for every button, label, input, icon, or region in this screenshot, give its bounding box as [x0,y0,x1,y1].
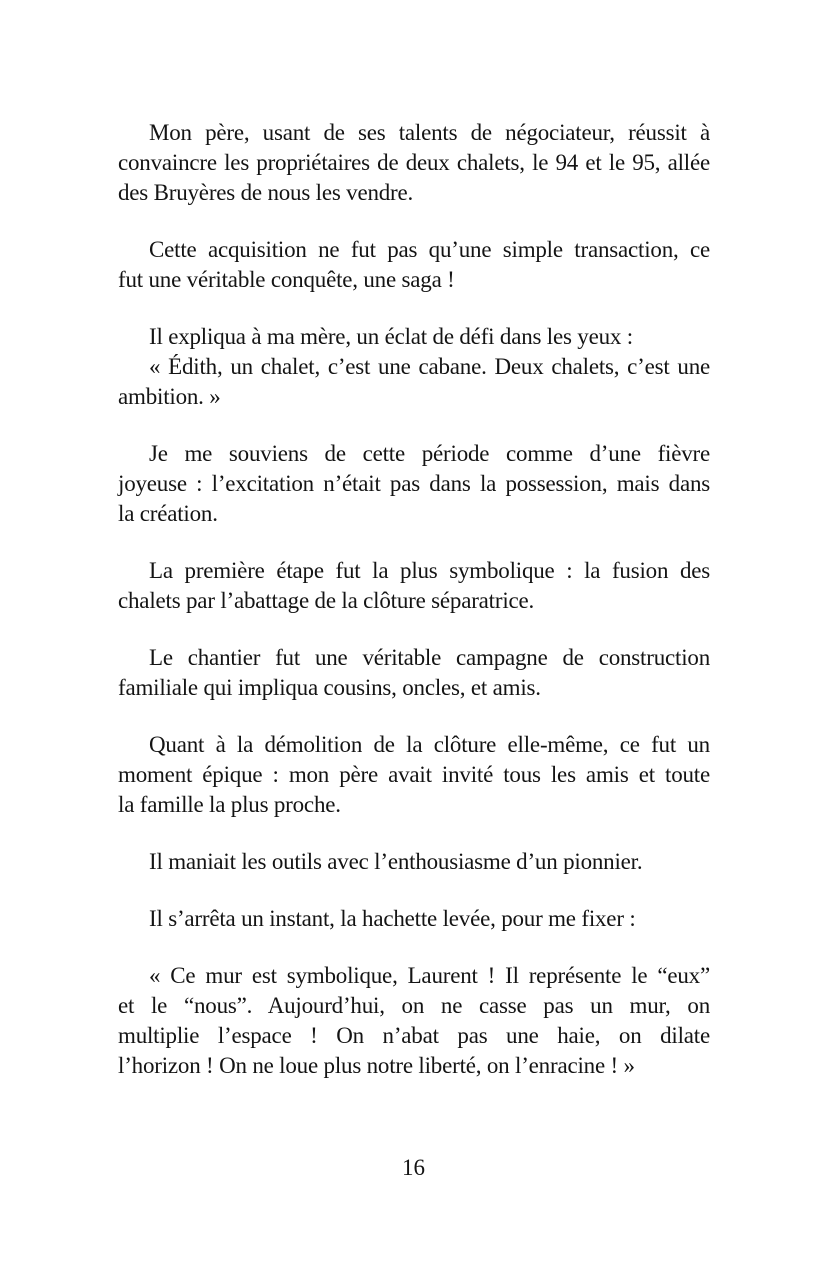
paragraph-memory [118,439,710,529]
text-line: Mon père, usant de ses talents de négociateur, réussit à [149,120,710,145]
paragraph-pause [118,904,710,934]
text-line: Je me souviens de cette période comme d’une fièvre [149,441,710,466]
paragraph-first-step [118,556,710,616]
text-line: familiale qui impliqua cousins, oncles, et amis. [118,675,541,700]
paragraph-acquisition [118,235,710,295]
text-line: La première étape fut la plus symbolique : la fusion des [149,558,710,583]
paragraph-quote [118,961,710,1081]
text-line: Quant à la démolition de la clôture elle-même, ce fut un [149,732,710,757]
text-line: joyeuse : l’excitation n’était pas dans la possession, mais dans [118,471,710,496]
page-number: 16 [402,1155,425,1180]
paragraph-explanation [118,322,710,412]
paragraph-construction [118,643,710,703]
text-line: chalets par l’abattage de la clôture séparatrice. [118,588,535,613]
text-line: la famille la plus proche. [118,792,341,817]
text-line: l’horizon ! On ne loue plus notre liberté, on l’enracine ! » [118,1053,635,1078]
text-line: la création. [118,501,218,526]
text-line: convaincre les propriétaires de deux chalets, le 94 et le 95, allée [118,150,710,175]
text-line: des Bruyères de nous les vendre. [118,180,414,205]
text-line: moment épique : mon père avait invité tous les amis et toute [118,762,710,787]
paragraph-demolition [118,730,710,820]
text-line: Cette acquisition ne fut pas qu’une simple transaction, ce [149,237,710,262]
text-line: fut une véritable conquête, une saga ! [118,267,455,292]
paragraph-tools [118,847,710,877]
text-line: et le “nous”. Aujourd’hui, on ne casse pas un mur, on [118,993,710,1018]
text-line: ambition. » [118,384,221,409]
text-line: Il maniait les outils avec l’enthousiasme d’un pionnier. [149,849,643,874]
text-line: « Édith, un chalet, c’est une cabane. Deux chalets, c’est une [149,354,710,379]
text-line: Il expliqua à ma mère, un éclat de défi dans les yeux : [149,324,633,349]
text-line: « Ce mur est symbolique, Laurent ! Il représente le “eux” [149,963,710,988]
body-text [118,118,710,1108]
text-line: Le chantier fut une véritable campagne de construction [149,645,710,670]
paragraph-negotiation [118,118,710,208]
text-line: multiplie l’espace ! On n’abat pas une haie, on dilate [118,1023,710,1048]
text-line: Il s’arrêta un instant, la hachette levée, pour me fixer : [149,906,636,931]
